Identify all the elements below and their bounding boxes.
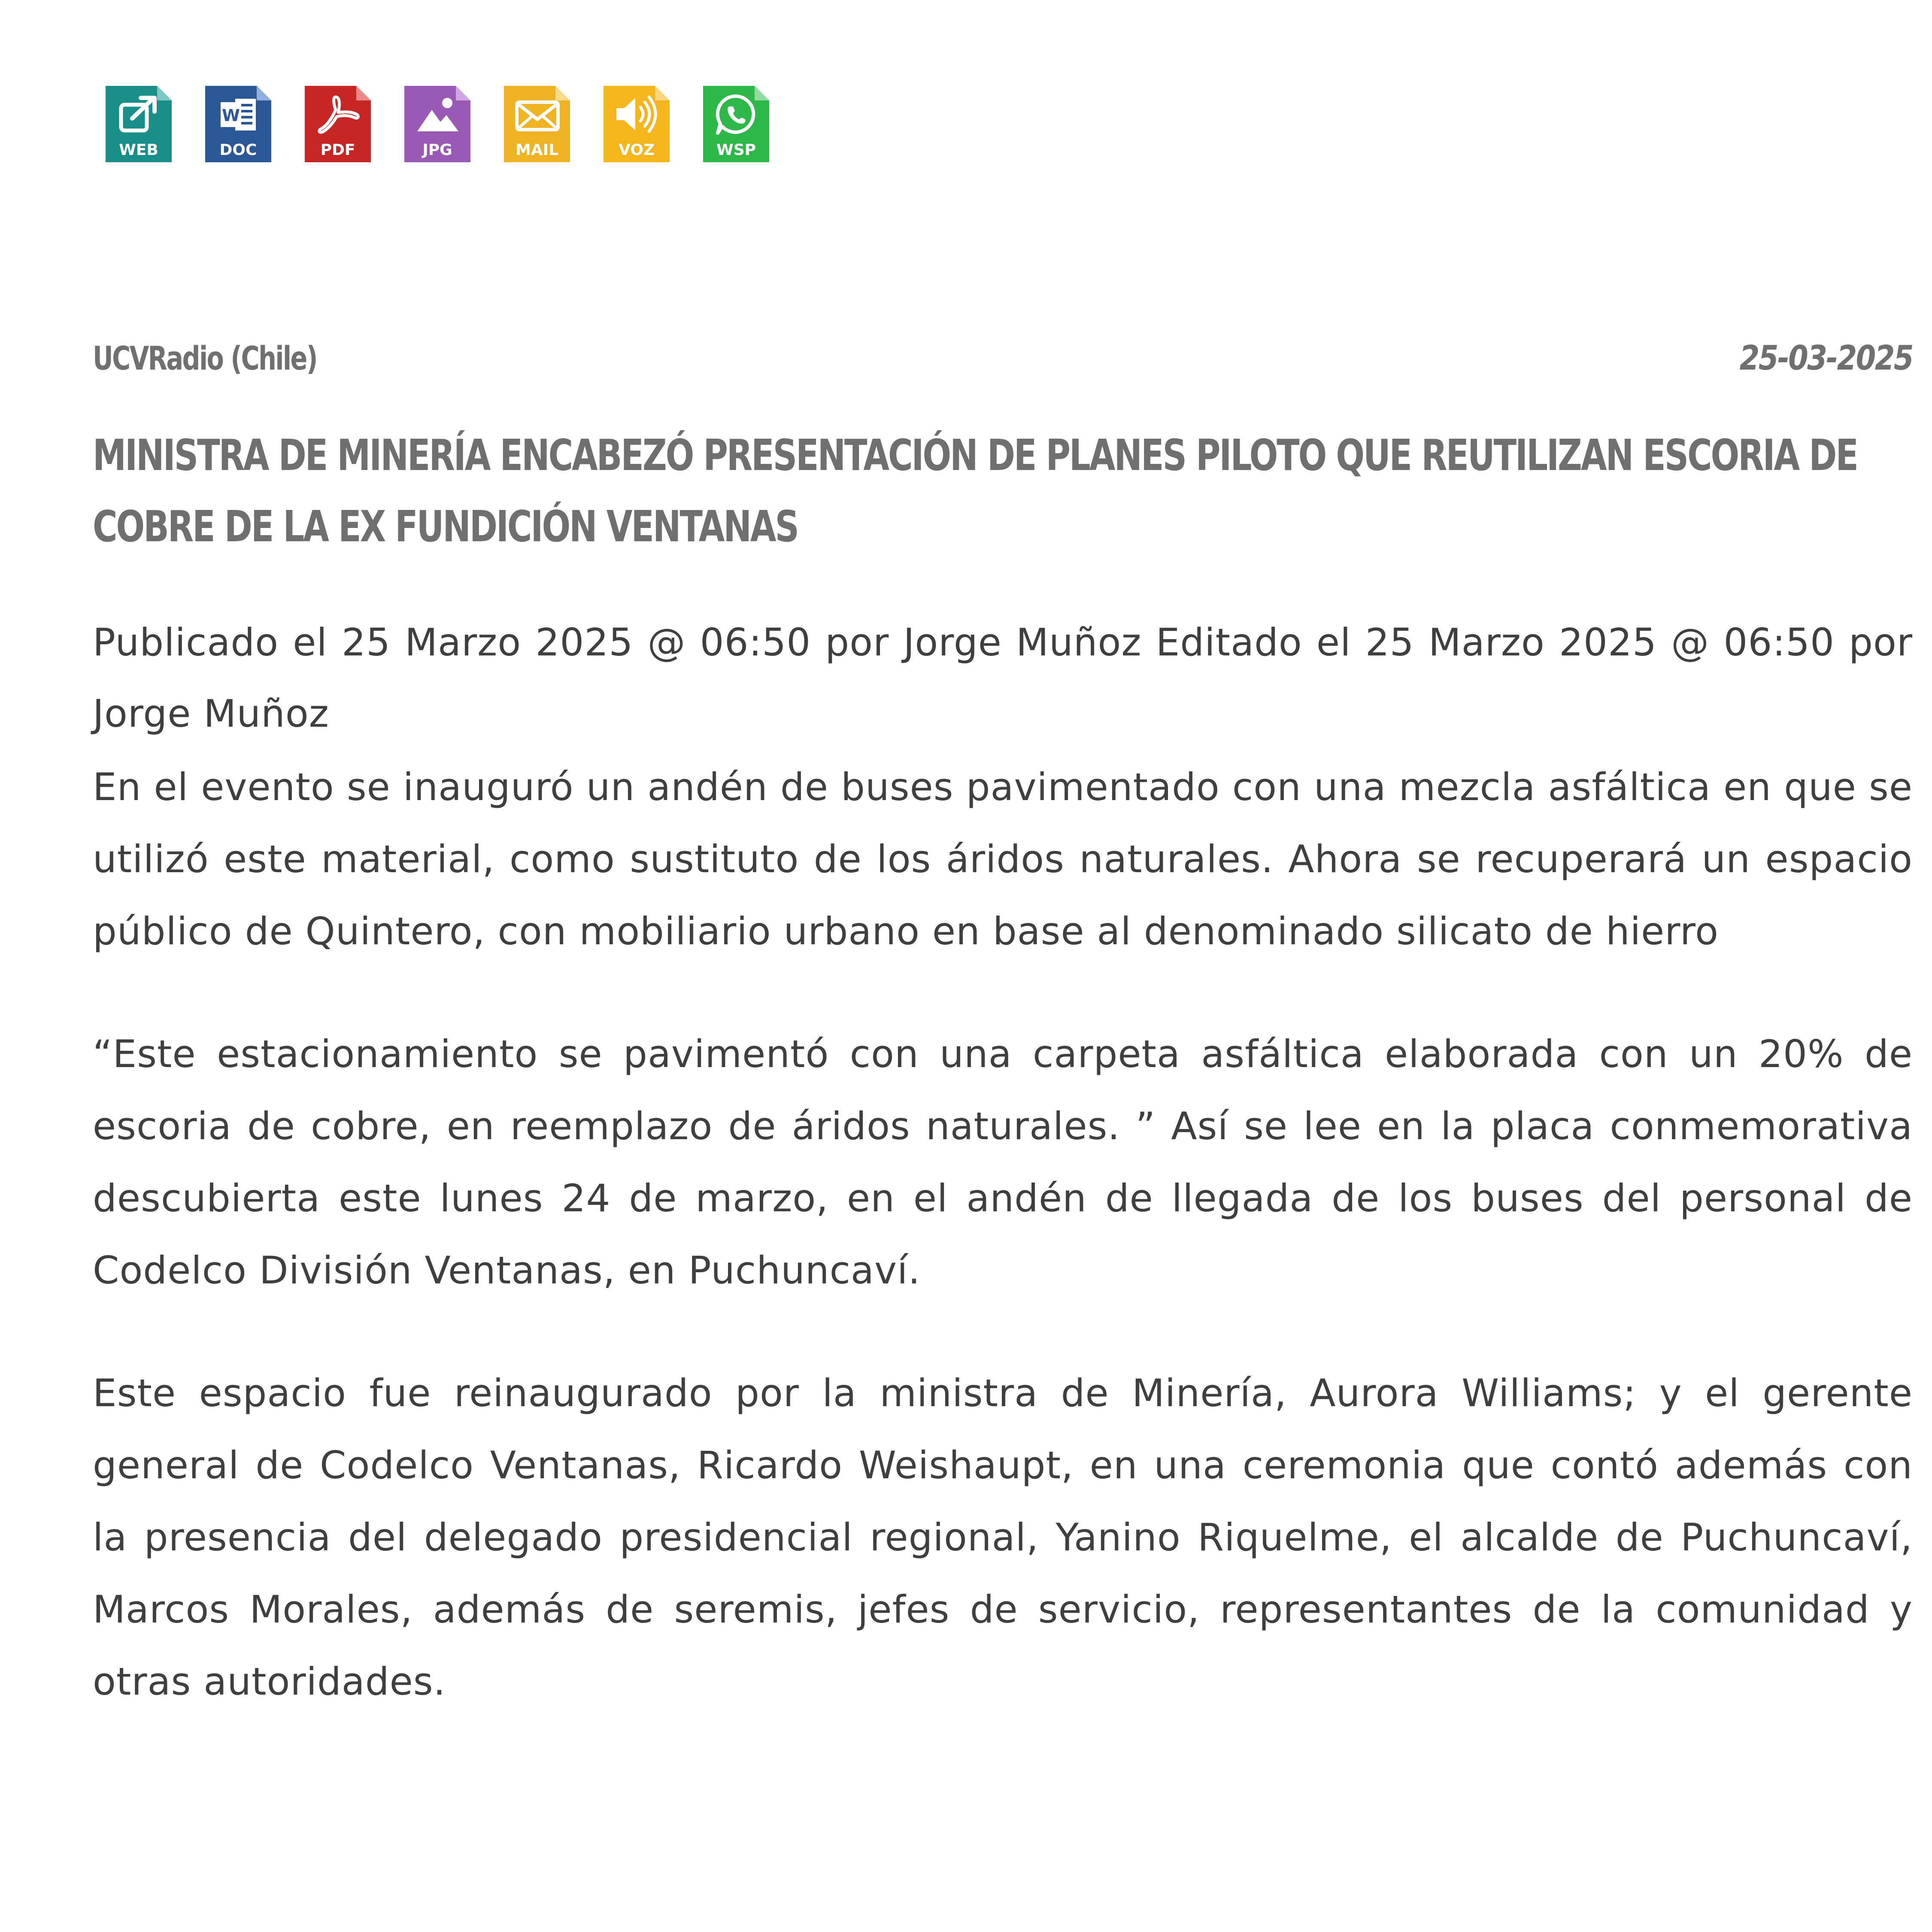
export-doc-label: DOC [219,141,257,159]
export-mail-label: MAIL [515,141,559,159]
export-web-label: WEB [119,141,158,159]
export-doc-button[interactable] [205,86,271,162]
export-jpg-label: JPG [422,141,452,159]
svg-text:W: W [222,106,240,125]
article [93,339,1913,1718]
whatsapp-icon [713,93,760,136]
export-voz-label: VOZ [619,141,655,159]
article-meta [93,339,1913,391]
image-icon [414,93,461,136]
external-link-icon [115,93,162,136]
export-jpg-button[interactable] [404,86,470,162]
mail-icon [513,93,561,136]
article-headline: MINISTRA DE MINERÍA ENCABEZÓ PRESENTACIÓN DE PLANES PILOTO QUE REUTILIZAN ESCORIA DE COBRE DE LA EX FUNDICIÓN VENTANAS [93,430,1857,552]
export-web-button[interactable] [106,86,172,162]
speaker-icon [613,93,660,136]
export-pdf-button[interactable] [305,86,371,162]
article-date: 25-03-2025 [1739,339,1913,378]
word-document-icon [215,93,262,136]
article-paragraph: Este espacio fue reinaugurado por la ministra de Minería, Aurora Williams; y el gerente general de Codelco Ventanas, Ricardo Weishaupt, en una ceremonia que contó además con la presencia del delegado presidencial regional, Yanino Riquelme, el alcalde de Puchuncaví, Marcos Morales, además de seremis, jefes de servicio, representantes de la comunidad y otras autoridades. [93,1371,1913,1704]
export-mail-button[interactable] [504,86,570,162]
pdf-icon [314,93,361,136]
export-voz-button[interactable] [604,86,670,162]
export-toolbar [106,86,769,163]
export-wsp-label: WSP [716,141,756,159]
export-wsp-button[interactable] [703,86,769,162]
article-source: UCVRadio (Chile) [93,339,317,377]
publication-info: Publicado el 25 Marzo 2025 @ 06:50 por Jorge Muñoz Editado el 25 Marzo 2025 @ 06:50 por Jorge Muñoz [93,620,1913,736]
article-paragraph: En el evento se inauguró un andén de buses pavimentado con una mezcla asfáltica en que se utilizó este material, como sustituto de los áridos naturales. Ahora se recuperará un espacio público de Quintero, con mobiliario urbano en base al denominado silicato de hierro [93,765,1913,953]
article-paragraph: “Este estacionamiento se pavimentó con una carpeta asfáltica elaborada con un 20% de escoria de cobre, en reemplazo de áridos naturales. ” Así se lee en la placa conmemorativa descubierta este lunes 24 de marzo, en el andén de llegada de los buses del personal de Codelco División Ventanas, en Puchuncaví. [93,1032,1913,1292]
export-pdf-label: PDF [320,141,355,159]
